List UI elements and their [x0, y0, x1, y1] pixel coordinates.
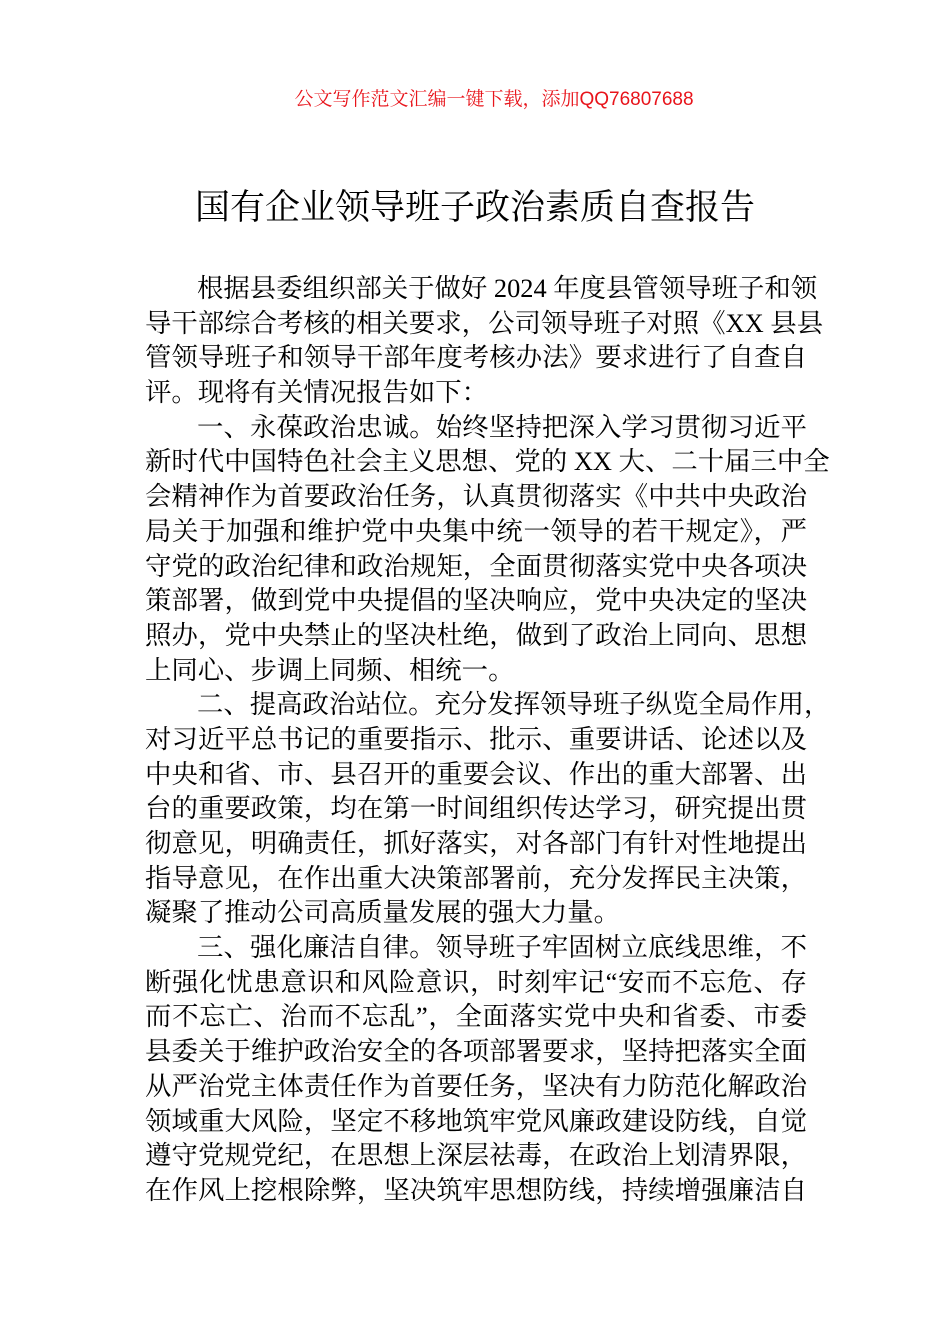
text-line: 二、提高政治站位。充分发挥领导班子纵览全局作用，	[197, 689, 831, 720]
text-line: 局关于加强和维护党中央集中统一领导的若干规定》，严	[145, 515, 807, 546]
text-line: 照办，党中央禁止的坚决杜绝，做到了政治上同向、思想	[145, 619, 807, 650]
text-line: 新时代中国特色社会主义思想、党的 XX 大、二十届三中全	[145, 446, 830, 477]
text-line: 一、永葆政治忠诚。始终坚持把深入学习贯彻习近平	[197, 411, 807, 442]
text-line: 领域重大风险，坚定不移地筑牢党风廉政建设防线，自觉	[145, 1105, 807, 1136]
text-line: 中央和省、市、县召开的重要会议、作出的重大部署、出	[145, 758, 807, 789]
text-line: 在作风上挖根除弊，坚决筑牢思想防线，持续增强廉洁自	[145, 1174, 807, 1205]
text-line: 管领导班子和领导干部年度考核办法》要求进行了自查自	[145, 342, 807, 373]
text-line: 评。现将有关情况报告如下：	[145, 377, 489, 408]
text-line: 遵守党规党纪，在思想上深层祛毒，在政治上划清界限，	[145, 1140, 807, 1171]
text-line: 彻意见，明确责任，抓好落实，对各部门有针对性地提出	[145, 828, 807, 858]
text-line: 导干部综合考核的相关要求，公司领导班子对照《XX 县县	[145, 307, 824, 338]
text-line: 指导意见，在作出重大决策部署前，充分发挥民主决策，	[145, 862, 807, 893]
text-line: 会精神作为首要政治任务，认真贯彻落实《中共中央政治	[145, 481, 807, 512]
text-line: 根据县委组织部关于做好 2024 年度县管领导班子和领	[197, 273, 818, 303]
document-title: 国有企业领导班子政治素质自查报告	[194, 188, 755, 227]
text-line: 凝聚了推动公司高质量发展的强大力量。	[145, 897, 621, 928]
download-banner: 公文写作范文汇编一键下载，添加QQ76807688	[294, 89, 694, 110]
paragraph	[145, 410, 830, 688]
text-line: 对习近平总书记的重要指示、批示、重要讲话、论述以及	[145, 723, 807, 754]
text-line: 而不忘亡、治而不忘乱”，全面落实党中央和省委、市委	[145, 1001, 807, 1032]
paragraph	[145, 687, 831, 930]
paragraph	[145, 271, 824, 410]
text-line: 上同心、步调上同频、相统一。	[145, 654, 515, 685]
document-body	[145, 271, 831, 1208]
text-line: 断强化忧患意识和风险意识，时刻牢记“安而不忘危、存	[145, 966, 807, 997]
text-line: 策部署，做到党中央提倡的坚决响应，党中央决定的坚决	[145, 585, 807, 616]
text-line: 县委关于维护政治安全的各项部署要求，坚持把落实全面	[145, 1036, 807, 1067]
text-line: 从严治党主体责任作为首要任务，坚决有力防范化解政治	[145, 1070, 807, 1101]
text-line: 台的重要政策，均在第一时间组织传达学习，研究提出贯	[145, 793, 807, 824]
text-line: 守党的政治纪律和政治规矩，全面贯彻落实党中央各项决	[145, 550, 807, 581]
text-line: 三、强化廉洁自律。领导班子牢固树立底线思维，不	[197, 932, 807, 963]
paragraph	[145, 930, 807, 1208]
